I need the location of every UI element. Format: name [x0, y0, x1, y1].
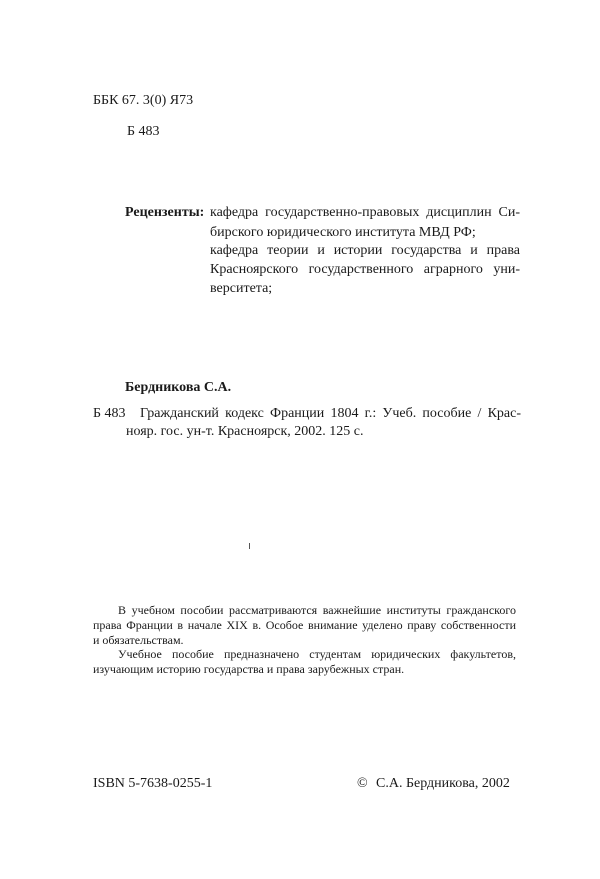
record-author: Бердникова С.А.: [125, 380, 232, 395]
reviewers-label: Рецензенты:: [125, 205, 205, 220]
record-line: Гражданский кодекс Франции 1804 г.: Учеб. пособие / Крас-: [140, 406, 521, 421]
reviewers-line: кафедра государственно-правовых дисциплин Си-: [210, 205, 520, 220]
annotation-line: и обязательствам.: [93, 633, 184, 647]
record-mark: Б 483: [93, 406, 126, 421]
bbk-code: ББК 67. 3(0) Я73: [93, 93, 194, 108]
author-mark: Б 483: [127, 124, 160, 139]
annotation-line: Учебное пособие предназначено студентам юридических факультетов,: [118, 647, 516, 661]
copyright-symbol: ©: [357, 776, 368, 791]
reviewers-line: верситета;: [210, 281, 273, 296]
annotation-line: В учебном пособии рассматриваются важнейшие институты гражданского: [118, 603, 516, 617]
isbn: ISBN 5-7638-0255-1: [93, 776, 213, 791]
record-line: нояр. гос. ун-т. Красноярск, 2002. 125 с.: [126, 424, 364, 439]
annotation-line: изучающим историю государства и права зарубежных стран.: [93, 662, 405, 676]
reviewers-line: Красноярского государственного аграрного уни-: [210, 262, 520, 277]
reviewers-line: бирского юридического института МВД РФ;: [210, 225, 476, 240]
copyright-text: С.А. Бердникова, 2002: [376, 776, 510, 791]
reviewers-line: кафедра теории и истории государства и права: [210, 243, 520, 258]
annotation-line: права Франции в начале XIX в. Особое внимание уделено праву собственности: [93, 618, 516, 632]
stray-mark: [249, 543, 250, 549]
